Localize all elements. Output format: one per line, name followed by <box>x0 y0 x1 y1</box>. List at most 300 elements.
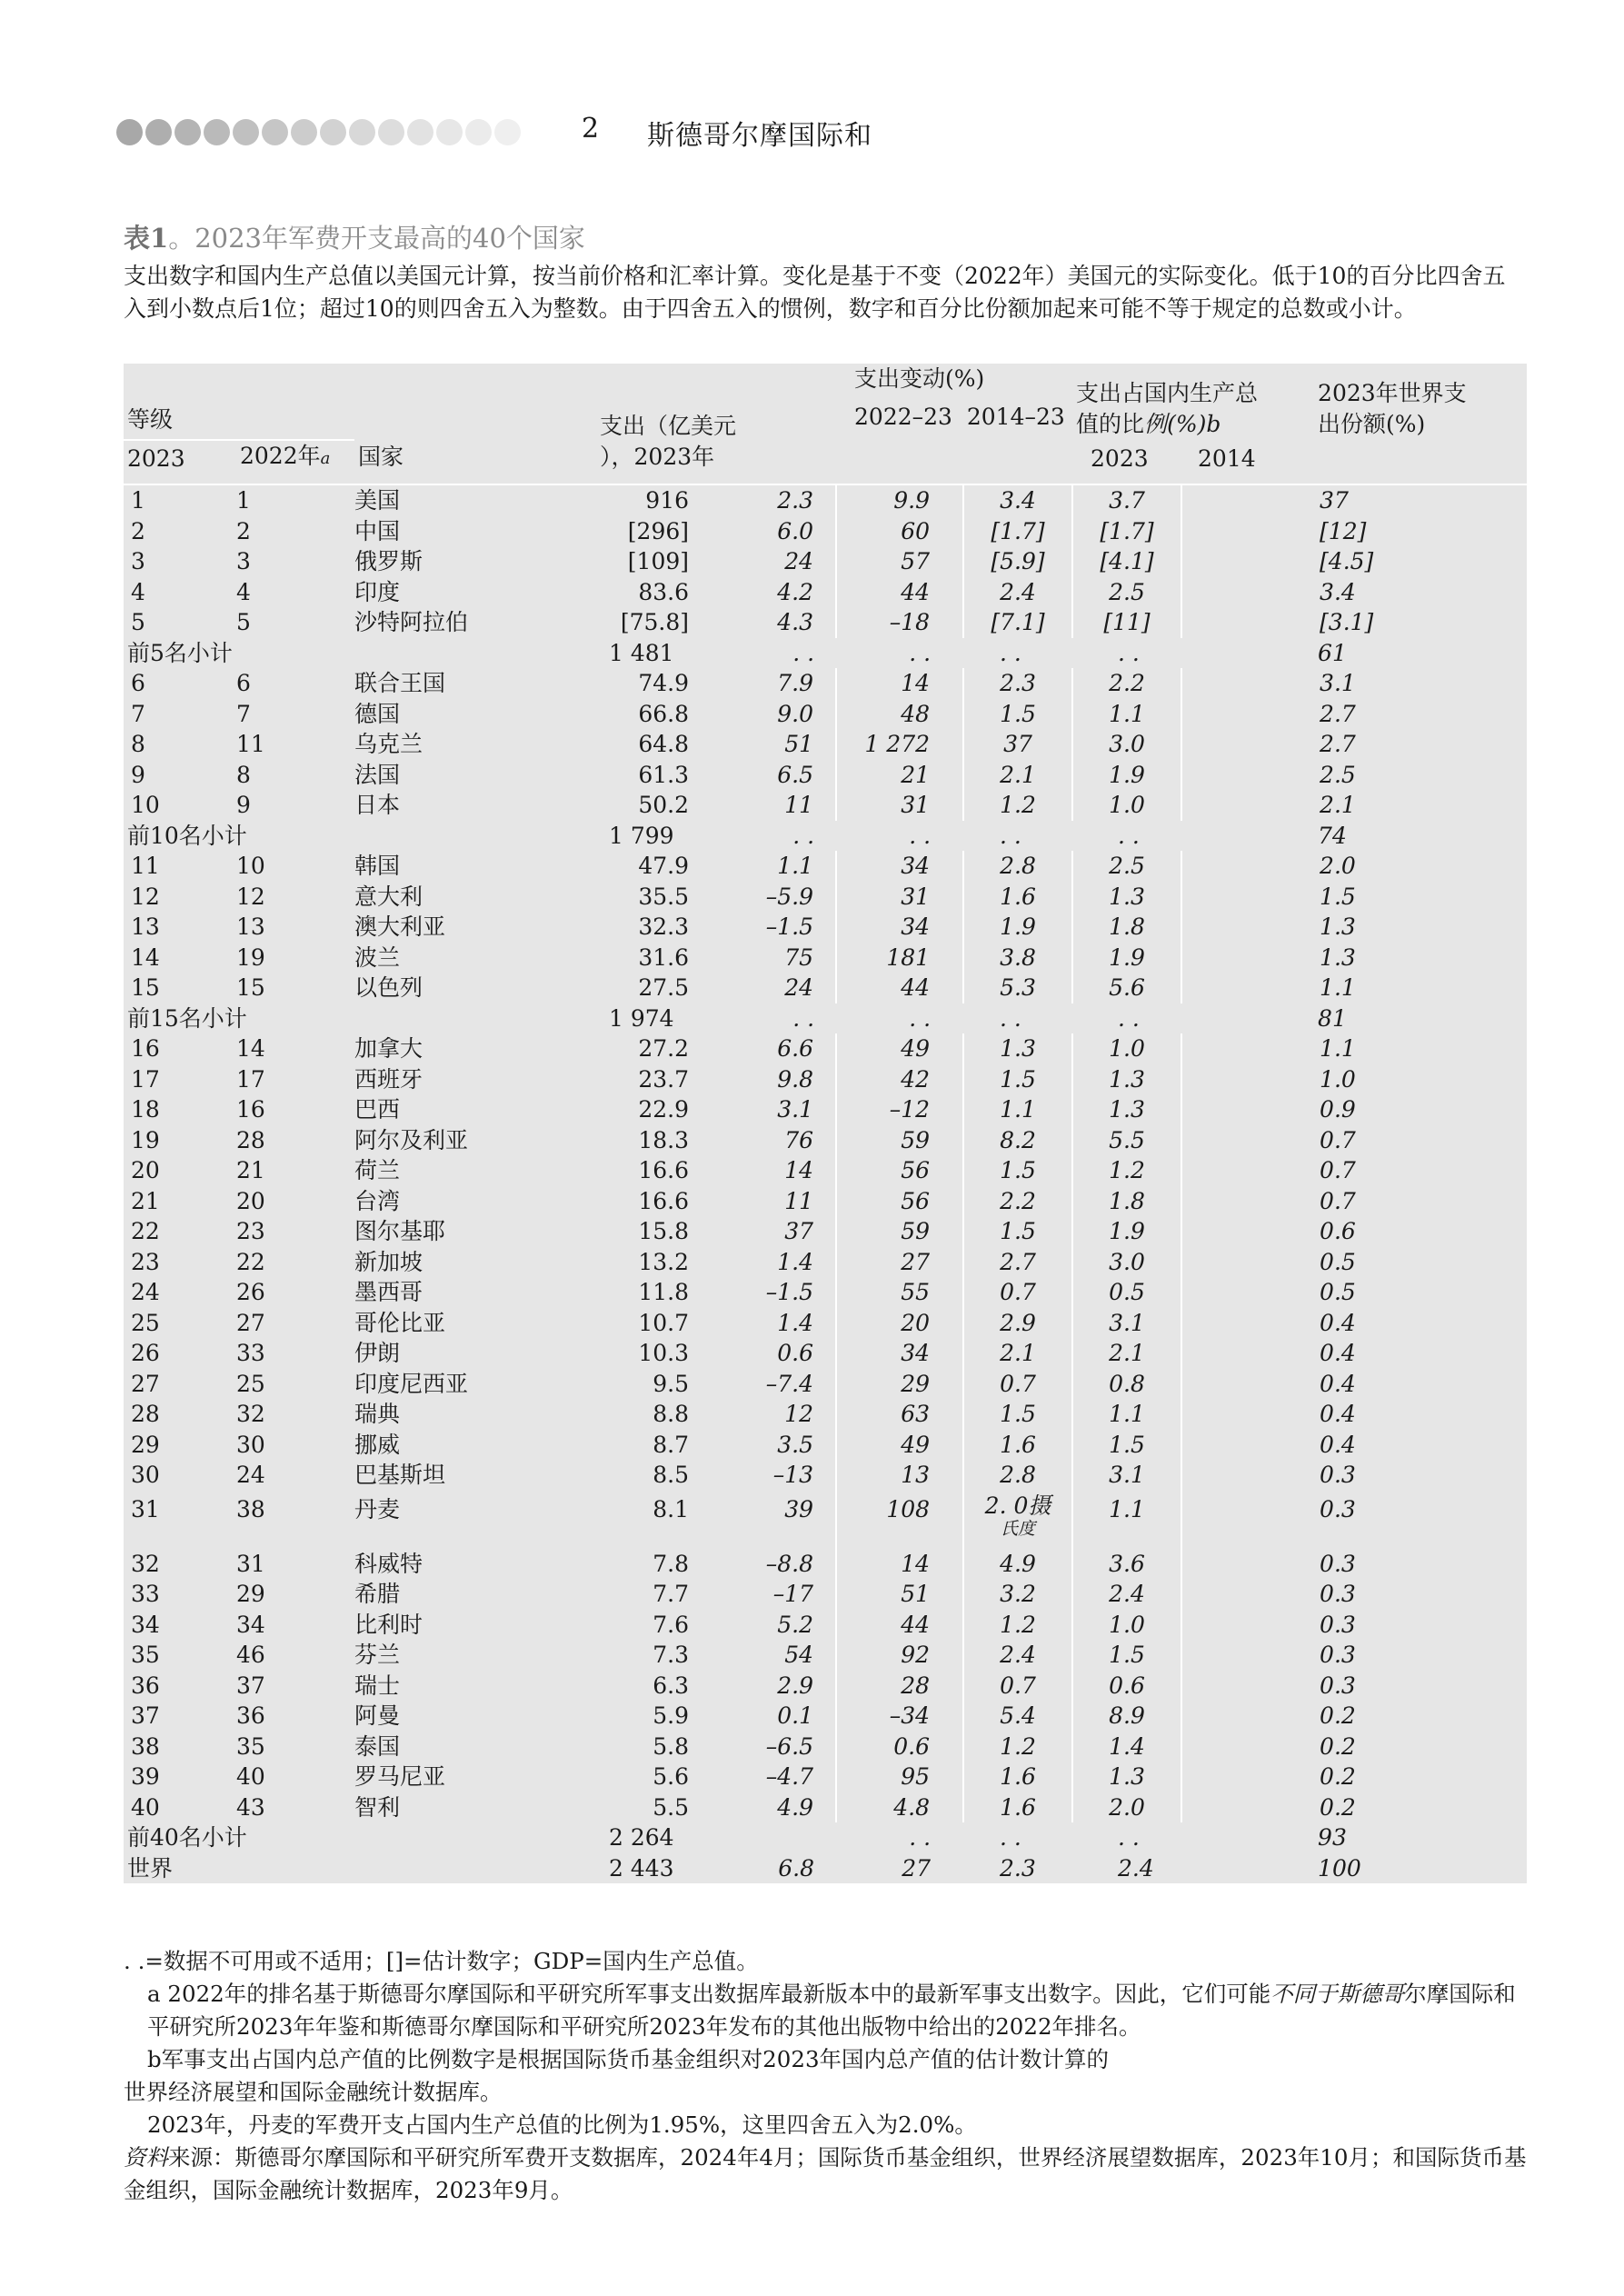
gdp-2014-cell: 3.6 <box>1072 1549 1181 1580</box>
spacer-cell <box>1181 912 1300 943</box>
change-2014-23-cell: 56 <box>836 1155 963 1186</box>
spending-cell: 5.9 <box>653 1702 690 1730</box>
spacer-cell <box>1181 1549 1300 1580</box>
spending-cell: 916 <box>645 487 690 514</box>
rank-2023-cell: 37 <box>131 1702 160 1730</box>
table-notes <box>124 1945 1532 2207</box>
rank-2023-cell: 6 <box>131 670 145 697</box>
gdp-2014-cell: 3.1 <box>1072 1460 1181 1491</box>
country-row <box>124 790 1527 821</box>
country-cell: 科威特 <box>354 1550 423 1577</box>
rank-2022-cell: 6 <box>236 670 251 697</box>
gdp-2014-cell: 0.8 <box>1072 1369 1181 1400</box>
rank-2022-cell: 15 <box>236 974 265 1002</box>
rank-2023-cell: 24 <box>131 1279 160 1306</box>
rank-2023-cell: 38 <box>131 1732 160 1760</box>
world-share-cell: 1.0 <box>1320 1065 1356 1093</box>
rank-2023-cell: 28 <box>131 1401 160 1428</box>
country-row <box>124 1094 1527 1125</box>
spending-cell: 31.6 <box>638 943 690 971</box>
country-row <box>124 1277 1527 1308</box>
change-2014-23-cell: 31 <box>836 790 963 821</box>
gdp-2014-cell: 1.1 <box>1072 699 1181 730</box>
world-share-cell: 93 <box>1318 1824 1347 1852</box>
world-share-cell: 0.5 <box>1320 1279 1356 1306</box>
spending-cell: [75.8] <box>620 609 690 636</box>
rank-2023-cell: 18 <box>131 1096 160 1123</box>
change-2014-23-cell: 44 <box>836 1610 963 1641</box>
gdp-2023-cell <box>963 1247 1072 1278</box>
gdp-2023-value: 1.2 <box>1000 792 1036 819</box>
world-share-cell: 61 <box>1318 639 1347 666</box>
country-cell: 联合王国 <box>354 670 446 697</box>
country-cell: 哥伦比亚 <box>354 1309 446 1336</box>
spacer-cell <box>1181 1369 1300 1400</box>
change-2022-23-cell: . . <box>792 822 815 849</box>
country-cell: 泰国 <box>354 1732 401 1760</box>
spacer-cell <box>1181 1125 1300 1156</box>
spacer-cell <box>1181 729 1300 760</box>
spending-cell: 11.8 <box>638 1279 690 1306</box>
spending-cell: 7.8 <box>653 1550 690 1577</box>
world-share-cell: 0.4 <box>1320 1370 1356 1397</box>
world-share-cell: 3.1 <box>1320 670 1356 697</box>
gdp-2023-value: 0.7 <box>1000 1672 1036 1699</box>
rank-2023-cell: 13 <box>131 913 160 941</box>
change-2022-23-cell: –4.7 <box>765 1763 814 1791</box>
country-cell: 以色列 <box>354 974 423 1002</box>
country-cell: 希腊 <box>354 1581 401 1608</box>
gdp-2014-cell: 1.3 <box>1072 1094 1181 1125</box>
gdp-2023-value: 1.5 <box>1000 1401 1036 1428</box>
rank-2022-cell: 11 <box>236 731 265 758</box>
gdp-2014-cell: 1.8 <box>1072 912 1181 943</box>
spacer-cell <box>1181 1610 1300 1641</box>
rank-2022-cell: 12 <box>236 883 265 910</box>
header-dot <box>407 119 433 145</box>
gdp-2014-cell: 1.3 <box>1072 1064 1181 1095</box>
rank-2023-cell: 25 <box>131 1309 160 1336</box>
spacer-cell <box>1181 1216 1300 1247</box>
world-share-cell: 0.2 <box>1320 1732 1356 1760</box>
rank-2022-cell: 32 <box>236 1401 265 1428</box>
change-2014-23-cell: –18 <box>836 607 963 638</box>
spacer-cell <box>1181 1792 1300 1823</box>
spending-cell: 5.8 <box>653 1732 690 1760</box>
world-share-cell: 0.4 <box>1320 1340 1356 1367</box>
change-2014-23-cell: 21 <box>836 760 963 791</box>
gdp-2023-footnote: 氏度 <box>1001 1518 1036 1539</box>
world-share-cell: 2.7 <box>1320 700 1356 727</box>
spending-cell: 16.6 <box>638 1157 690 1184</box>
country-row <box>124 1491 1527 1549</box>
spacer-cell <box>1181 1003 1300 1034</box>
change-2022-23-cell: 6.0 <box>777 517 814 544</box>
change-2014-23-cell: 29 <box>836 1369 963 1400</box>
gdp-2014-cell: 2.4 <box>1072 1579 1181 1610</box>
gdp-2023-cell: . . <box>1000 639 1021 666</box>
change-2014-23-cell: . . <box>909 639 932 666</box>
change-2022-23-cell: 1.4 <box>777 1309 814 1336</box>
change-2022-23-cell: –8.8 <box>765 1550 814 1577</box>
rank-2022-cell: 28 <box>236 1126 265 1153</box>
country-cell: 芬兰 <box>354 1642 401 1669</box>
rank-2022-cell: 17 <box>236 1065 265 1093</box>
country-cell: 澳大利亚 <box>354 913 446 941</box>
header-dot <box>291 119 317 145</box>
gdp-2023-cell <box>963 943 1072 973</box>
rank-2023-cell: 12 <box>131 883 160 910</box>
gdp-2014-cell: 2.4 <box>1118 1854 1154 1882</box>
spending-cell: [109] <box>627 548 690 575</box>
gdp-2023-cell <box>963 1064 1072 1095</box>
gdp-2023-cell <box>963 790 1072 821</box>
change-2014-23-cell: 49 <box>836 1033 963 1064</box>
gdp-2014-cell: 5.6 <box>1072 973 1181 1003</box>
rank-2023-cell: 2 <box>131 517 145 544</box>
gdp-2023-value: 37 <box>1003 731 1032 758</box>
gdp-2014-cell: . . <box>1118 1824 1140 1852</box>
country-cell: 波兰 <box>354 943 401 971</box>
change-2014-23-cell: 27 <box>902 1854 932 1882</box>
share-header <box>1300 364 1527 478</box>
rank-2023-cell: 10 <box>131 792 160 819</box>
header-dot <box>262 119 288 145</box>
subtotal-row <box>124 1822 1527 1853</box>
change-2014-23-cell: 57 <box>836 546 963 577</box>
gdp-2023-cell <box>963 882 1072 913</box>
header-dot <box>320 119 346 145</box>
country-row <box>124 1186 1527 1217</box>
note-a-part1: a 2022年的排名基于斯德哥尔摩国际和平研究所军事支出数据库最新版本中的最新军事支出数字。因此，它们可能 <box>147 1981 1271 2007</box>
country-row <box>124 1549 1527 1580</box>
world-share-cell: 1.3 <box>1320 943 1356 971</box>
gdp-2014-cell: 1.8 <box>1072 1186 1181 1217</box>
world-share-cell: 0.4 <box>1320 1309 1356 1336</box>
change-2022-23-cell: 0.1 <box>777 1702 814 1730</box>
change-2014-23-cell: 63 <box>836 1399 963 1430</box>
gdp-2014-cell: . . <box>1118 639 1140 666</box>
rank-2023-cell: 14 <box>131 943 160 971</box>
rank-2023-cell: 36 <box>131 1672 160 1699</box>
gdp-2023-cell <box>963 1308 1072 1339</box>
world-share-cell: 2.0 <box>1320 853 1356 880</box>
gdp-2014-cell: 1.9 <box>1072 760 1181 791</box>
change-2014-23-cell: –12 <box>836 1094 963 1125</box>
country-cell: 智利 <box>354 1793 401 1821</box>
country-cell: 阿尔及利亚 <box>354 1126 469 1153</box>
rank-2022-note: a <box>320 449 331 468</box>
country-row <box>124 973 1527 1003</box>
gdp-2014-cell: 1.1 <box>1072 1399 1181 1430</box>
gdp-2023-value: 1.2 <box>1000 1611 1036 1638</box>
gdp-2023-cell <box>963 546 1072 577</box>
header-dot <box>465 119 492 145</box>
rank-2022-cell: 7 <box>236 700 251 727</box>
change-2022-23-cell: 0.6 <box>777 1340 814 1367</box>
gdp-2014-cell: 2.5 <box>1072 577 1181 608</box>
spending-cell: 2 443 <box>609 1854 674 1882</box>
table-body <box>124 484 1527 1883</box>
spending-cell: 64.8 <box>638 731 690 758</box>
spacer-cell <box>1181 484 1300 516</box>
rank-2022-cell: 29 <box>236 1581 265 1608</box>
gdp-2023-value: 1.5 <box>1000 1218 1036 1245</box>
spacer-cell <box>1181 1338 1300 1369</box>
rank-2022-cell: 43 <box>236 1793 265 1821</box>
country-cell: 丹麦 <box>354 1495 401 1522</box>
country-cell: 印度 <box>354 578 401 605</box>
country-row <box>124 1308 1527 1339</box>
gdp-2023-cell: 2.3 <box>1000 1854 1036 1882</box>
spacer-cell <box>1181 1671 1300 1702</box>
gdp-2014-cell: 0.5 <box>1072 1277 1181 1308</box>
change-2022-23-cell: –17 <box>772 1581 814 1608</box>
change-2022-23-cell: 1.1 <box>777 853 814 880</box>
gdp-2014-cell: 3.0 <box>1072 729 1181 760</box>
gdp-2014-cell: 1.2 <box>1072 1155 1181 1186</box>
country-row <box>124 1732 1527 1762</box>
change-2014-23-cell: 60 <box>836 516 963 547</box>
table-caption <box>124 218 585 255</box>
spending-cell: 18.3 <box>638 1126 690 1153</box>
change-2014-23-cell: 13 <box>836 1460 963 1491</box>
gdp-2023-cell <box>963 668 1072 699</box>
country-cell: 意大利 <box>354 883 423 910</box>
gdp-2023-cell <box>963 699 1072 730</box>
country-row <box>124 1671 1527 1702</box>
rank-2023-cell: 11 <box>131 853 160 880</box>
country-row <box>124 1064 1527 1095</box>
spacer-cell <box>1181 1732 1300 1762</box>
gdp-2014-cell: 1.0 <box>1072 790 1181 821</box>
country-cell: 中国 <box>354 517 401 544</box>
country-cell: 伊朗 <box>354 1340 401 1367</box>
spacer-cell <box>1181 821 1300 852</box>
rank-2023-cell: 7 <box>131 700 145 727</box>
change-2014-23-cell: 4.8 <box>836 1792 963 1823</box>
rank-2023-cell: 39 <box>131 1763 160 1791</box>
rank-2023-cell: 23 <box>131 1248 160 1275</box>
change-1-header: 2022–23 <box>854 404 952 430</box>
change-2014-23-cell: 44 <box>836 973 963 1003</box>
gdp-2023-cell <box>963 1186 1072 1217</box>
country-row <box>124 1792 1527 1823</box>
country-row <box>124 1216 1527 1247</box>
share-header-line2: 出份额(%) <box>1318 411 1426 437</box>
gdp-2014-cell: 3.7 <box>1072 484 1181 516</box>
gdp-2014-cell: 1.4 <box>1072 1732 1181 1762</box>
spending-cell: 8.7 <box>653 1431 690 1458</box>
world-share-cell: 1.1 <box>1320 974 1356 1002</box>
gdp-group-header <box>1072 364 1300 440</box>
gdp-2023-cell <box>963 1732 1072 1762</box>
spending-cell: 27.5 <box>638 974 690 1002</box>
source-note <box>124 2141 1532 2207</box>
spacer-cell <box>1181 516 1300 547</box>
gdp-2023-cell <box>963 577 1072 608</box>
world-share-cell: 0.7 <box>1320 1157 1356 1184</box>
change-2014-23-cell: 59 <box>836 1125 963 1156</box>
change-2022-23-cell: 11 <box>784 792 814 819</box>
change-2014-23-cell: 92 <box>836 1640 963 1671</box>
gdp-2023-value: 2.4 <box>1000 578 1036 605</box>
spending-cell: 9.5 <box>653 1370 690 1397</box>
change-2-header: 2014–23 <box>966 404 1065 430</box>
change-2022-23-cell: 2.3 <box>777 487 814 514</box>
spacer-cell <box>1181 882 1300 913</box>
world-share-cell: 2.1 <box>1320 792 1356 819</box>
country-row <box>124 1762 1527 1792</box>
gdp-2023-value: [7.1] <box>991 609 1045 636</box>
gdp-2023-value: [5.9] <box>991 548 1045 575</box>
rank-2023-cell: 34 <box>131 1611 160 1638</box>
world-share-cell: 2.7 <box>1320 731 1356 758</box>
spending-cell: 7.7 <box>653 1581 690 1608</box>
gdp-2014-cell: 2.1 <box>1072 1338 1181 1369</box>
note-a-part2: 尔摩国际和平研究所2023年年鉴和斯德哥尔摩国际和平研究所2023年发布的其他出版物中给出的2022年排名。 <box>147 1981 1516 2040</box>
change-2014-23-cell: 28 <box>836 1671 963 1702</box>
country-row <box>124 516 1527 547</box>
change-2014-23-cell: 51 <box>836 1579 963 1610</box>
rank-2023-cell: 26 <box>131 1340 160 1367</box>
country-cell: 加拿大 <box>354 1035 423 1063</box>
country-cell: 荷兰 <box>354 1157 401 1184</box>
country-cell: 韩国 <box>354 853 401 880</box>
spending-cell: 5.5 <box>653 1793 690 1821</box>
subtotal-row <box>124 1003 1527 1034</box>
subtotal-label: 前40名小计 <box>127 1824 247 1852</box>
change-2014-23-cell: 14 <box>836 668 963 699</box>
spending-cell: 1 974 <box>609 1004 674 1032</box>
gdp-2023-value: 2.8 <box>1000 1462 1036 1489</box>
subtotal-label: 前15名小计 <box>127 1004 247 1032</box>
change-group-label: 支出变动(%) <box>854 365 985 392</box>
world-share-cell: 0.2 <box>1320 1763 1356 1791</box>
spacer-cell <box>1181 577 1300 608</box>
country-row <box>124 1338 1527 1369</box>
country-row <box>124 1033 1527 1064</box>
country-row <box>124 1640 1527 1671</box>
world-share-cell: 0.2 <box>1320 1702 1356 1730</box>
change-2014-23-cell: 95 <box>836 1762 963 1792</box>
world-share-cell: 0.2 <box>1320 1793 1356 1821</box>
change-2022-23-cell: –7.4 <box>765 1370 814 1397</box>
country-cell: 巴基斯坦 <box>354 1462 446 1489</box>
gdp-2014-cell: 8.9 <box>1072 1701 1181 1732</box>
gdp-2014-cell: . . <box>1118 822 1140 849</box>
country-row <box>124 851 1527 882</box>
rank-2022-cell: 35 <box>236 1732 265 1760</box>
change-2022-23-cell <box>709 1822 836 1853</box>
change-2022-23-cell: 1.4 <box>777 1248 814 1275</box>
rank-2022-cell: 26 <box>236 1279 265 1306</box>
gdp-2023-value: [1.7] <box>991 517 1045 544</box>
rank-2023-cell: 29 <box>131 1431 160 1458</box>
change-2014-23-cell: . . <box>909 1004 932 1032</box>
gdp-header-line2-b: 例 <box>1144 411 1168 437</box>
world-share-cell: 0.4 <box>1320 1431 1356 1458</box>
world-share-cell: 0.3 <box>1320 1495 1356 1522</box>
world-share-cell: 0.5 <box>1320 1248 1356 1275</box>
gdp-2023-value: 1.1 <box>1000 1096 1036 1123</box>
gdp-2014-cell: [1.7] <box>1072 516 1181 547</box>
spending-cell: 83.6 <box>638 578 690 605</box>
spending-header-line1: 支出（亿美元 <box>600 413 737 439</box>
world-share-cell: 0.4 <box>1320 1401 1356 1428</box>
country-cell: 法国 <box>354 761 401 788</box>
country-row <box>124 1610 1527 1641</box>
gdp-2023-value: 1.6 <box>1000 1793 1036 1821</box>
change-2022-23-cell: 39 <box>784 1495 814 1522</box>
spending-cell: 8.5 <box>653 1462 690 1489</box>
country-row <box>124 1247 1527 1278</box>
change-2022-23-cell: 6.5 <box>777 761 814 788</box>
gdp-2014-cell: 2.2 <box>1072 668 1181 699</box>
gdp-2023-cell <box>963 1762 1072 1792</box>
subtotal-label: 前5名小计 <box>127 639 233 666</box>
gdp-2023-cell <box>963 484 1072 516</box>
spending-cell: 1 481 <box>609 639 674 666</box>
subtotal-label: 世界 <box>127 1854 174 1882</box>
spending-cell: 16.6 <box>638 1187 690 1214</box>
table-title: 。2023年军费开支最高的40个国家 <box>168 223 585 254</box>
spending-cell: 2 264 <box>609 1824 674 1852</box>
change-2014-23-cell: 34 <box>836 1338 963 1369</box>
spacer-cell <box>1181 1033 1300 1064</box>
rank-2023-cell: 21 <box>131 1187 160 1214</box>
spacer-cell <box>1181 1186 1300 1217</box>
spending-cell: 10.7 <box>638 1309 690 1336</box>
world-share-cell: 81 <box>1318 1004 1347 1032</box>
gdp-2023-cell <box>963 1430 1072 1461</box>
spacer-cell <box>1181 943 1300 973</box>
spending-cell: 6.3 <box>653 1672 690 1699</box>
change-2014-23-cell: 9.9 <box>836 484 963 516</box>
gdp-2023-cell <box>963 1125 1072 1156</box>
change-2022-23-cell: 75 <box>784 943 814 971</box>
gdp-2023-value: 5.3 <box>1000 974 1036 1002</box>
rank-2022-cell: 23 <box>236 1218 265 1245</box>
spacer-cell <box>1181 638 1300 669</box>
rank-2023-cell: 20 <box>131 1157 160 1184</box>
rank-2023-cell: 32 <box>131 1550 160 1577</box>
rank-2022-cell: 24 <box>236 1462 265 1489</box>
world-share-cell: 3.4 <box>1320 578 1356 605</box>
change-2014-23-cell: . . <box>909 822 932 849</box>
gdp-2014-cell: 1.9 <box>1072 1216 1181 1247</box>
world-share-cell: 1.5 <box>1320 883 1356 910</box>
change-2022-23-cell: 6.8 <box>778 1854 815 1882</box>
country-row <box>124 1579 1527 1610</box>
rank-2023-cell: 31 <box>131 1495 160 1522</box>
spacer-cell <box>1181 1701 1300 1732</box>
gdp-2023-cell <box>963 973 1072 1003</box>
rank-2022-cell: 22 <box>236 1248 265 1275</box>
country-row <box>124 729 1527 760</box>
spending-cell: 32.3 <box>638 913 690 941</box>
gdp-2023-value: 3.4 <box>1000 487 1036 514</box>
rank-2022-cell: 31 <box>236 1550 265 1577</box>
gdp-header-line2 <box>1076 409 1296 440</box>
gdp-2023-header: 2023 <box>1091 445 1149 472</box>
rank-2022-cell: 1 <box>236 487 251 514</box>
rank-2022-cell: 40 <box>236 1763 265 1791</box>
gdp-2023-value: 2.2 <box>1000 1187 1036 1214</box>
gdp-2023-value: 1.6 <box>1000 1431 1036 1458</box>
gdp-2023-cell <box>963 1399 1072 1430</box>
country-row <box>124 1155 1527 1186</box>
